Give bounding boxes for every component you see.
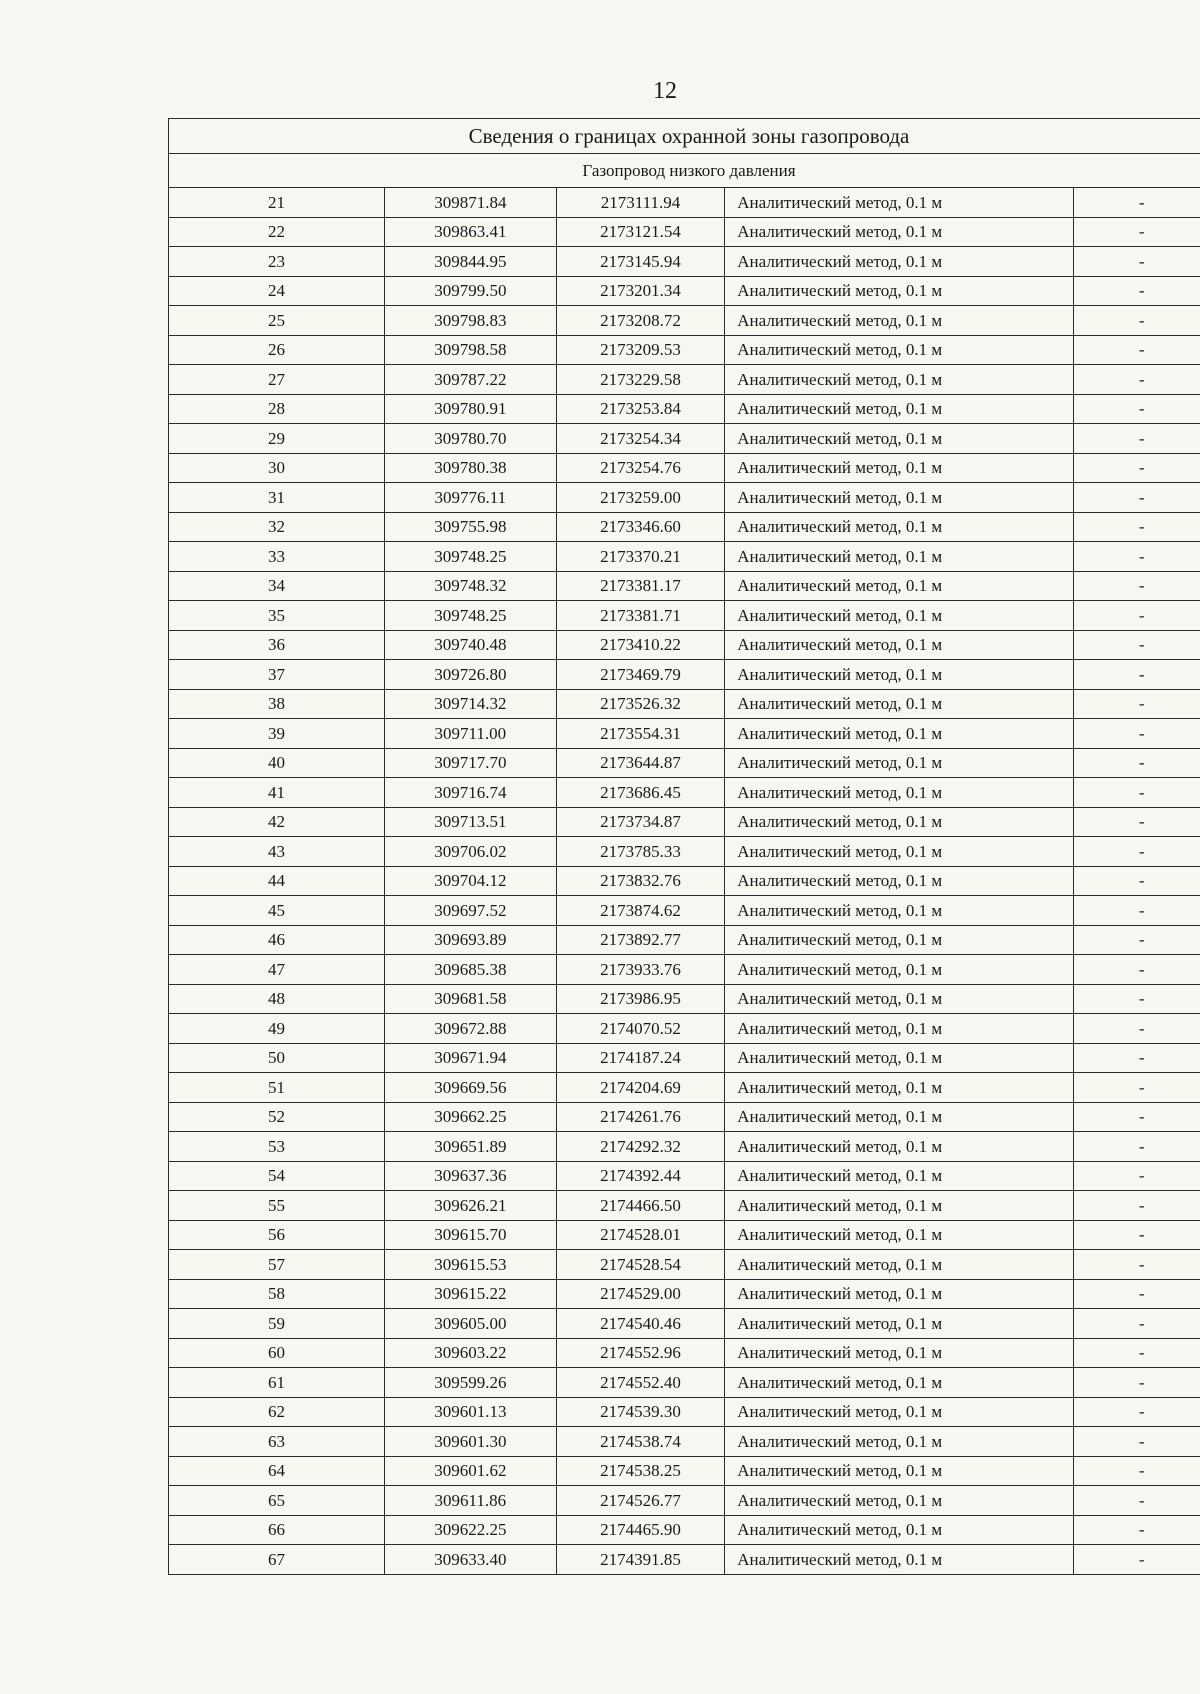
table-row — [169, 866, 1200, 896]
point-number-cell: 32 — [169, 512, 385, 542]
x-coordinate-cell: 309633.40 — [384, 1545, 556, 1575]
table-row — [169, 1043, 1200, 1073]
method-cell: Аналитический метод, 0.1 м — [725, 1279, 1074, 1309]
point-number-cell: 38 — [169, 689, 385, 719]
note-cell: - — [1074, 837, 1200, 867]
table-row — [169, 1014, 1200, 1044]
y-coordinate-cell: 2174528.54 — [556, 1250, 725, 1280]
point-number-cell: 26 — [169, 335, 385, 365]
point-number-cell: 50 — [169, 1043, 385, 1073]
table-row — [169, 365, 1200, 395]
x-coordinate-cell: 309605.00 — [384, 1309, 556, 1339]
point-number-cell: 67 — [169, 1545, 385, 1575]
table-row — [169, 807, 1200, 837]
boundary-coordinates-table — [168, 118, 1200, 1575]
note-cell: - — [1074, 1191, 1200, 1221]
x-coordinate-cell: 309685.38 — [384, 955, 556, 985]
table-row — [169, 1338, 1200, 1368]
x-coordinate-cell: 309672.88 — [384, 1014, 556, 1044]
y-coordinate-cell: 2174539.30 — [556, 1397, 725, 1427]
x-coordinate-cell: 309651.89 — [384, 1132, 556, 1162]
table-row — [169, 748, 1200, 778]
note-cell: - — [1074, 866, 1200, 896]
table-row — [169, 276, 1200, 306]
table-row — [169, 306, 1200, 336]
method-cell: Аналитический метод, 0.1 м — [725, 925, 1074, 955]
point-number-cell: 29 — [169, 424, 385, 454]
point-number-cell: 56 — [169, 1220, 385, 1250]
point-number-cell: 44 — [169, 866, 385, 896]
table-row — [169, 1486, 1200, 1516]
point-number-cell: 64 — [169, 1456, 385, 1486]
x-coordinate-cell: 309798.83 — [384, 306, 556, 336]
method-cell: Аналитический метод, 0.1 м — [725, 571, 1074, 601]
method-cell: Аналитический метод, 0.1 м — [725, 276, 1074, 306]
y-coordinate-cell: 2174466.50 — [556, 1191, 725, 1221]
y-coordinate-cell: 2174465.90 — [556, 1515, 725, 1545]
method-cell: Аналитический метод, 0.1 м — [725, 1102, 1074, 1132]
y-coordinate-cell: 2174528.01 — [556, 1220, 725, 1250]
x-coordinate-cell: 309637.36 — [384, 1161, 556, 1191]
y-coordinate-cell: 2173644.87 — [556, 748, 725, 778]
point-number-cell: 46 — [169, 925, 385, 955]
method-cell: Аналитический метод, 0.1 м — [725, 866, 1074, 896]
x-coordinate-cell: 309601.13 — [384, 1397, 556, 1427]
y-coordinate-cell: 2173892.77 — [556, 925, 725, 955]
table-row — [169, 955, 1200, 985]
table-row — [169, 1397, 1200, 1427]
y-coordinate-cell: 2174204.69 — [556, 1073, 725, 1103]
x-coordinate-cell: 309714.32 — [384, 689, 556, 719]
x-coordinate-cell: 309844.95 — [384, 247, 556, 277]
note-cell: - — [1074, 1073, 1200, 1103]
y-coordinate-cell: 2173201.34 — [556, 276, 725, 306]
method-cell: Аналитический метод, 0.1 м — [725, 512, 1074, 542]
table-row — [169, 512, 1200, 542]
point-number-cell: 51 — [169, 1073, 385, 1103]
point-number-cell: 53 — [169, 1132, 385, 1162]
point-number-cell: 41 — [169, 778, 385, 808]
x-coordinate-cell: 309662.25 — [384, 1102, 556, 1132]
point-number-cell: 60 — [169, 1338, 385, 1368]
note-cell: - — [1074, 483, 1200, 513]
method-cell: Аналитический метод, 0.1 м — [725, 483, 1074, 513]
y-coordinate-cell: 2174552.96 — [556, 1338, 725, 1368]
method-cell: Аналитический метод, 0.1 м — [725, 453, 1074, 483]
table-row — [169, 217, 1200, 247]
y-coordinate-cell: 2173785.33 — [556, 837, 725, 867]
x-coordinate-cell: 309717.70 — [384, 748, 556, 778]
point-number-cell: 24 — [169, 276, 385, 306]
table-row — [169, 247, 1200, 277]
x-coordinate-cell: 309671.94 — [384, 1043, 556, 1073]
note-cell: - — [1074, 1427, 1200, 1457]
table-row — [169, 1456, 1200, 1486]
method-cell: Аналитический метод, 0.1 м — [725, 1043, 1074, 1073]
table-row — [169, 601, 1200, 631]
method-cell: Аналитический метод, 0.1 м — [725, 1427, 1074, 1457]
note-cell: - — [1074, 1132, 1200, 1162]
x-coordinate-cell: 309601.62 — [384, 1456, 556, 1486]
method-cell: Аналитический метод, 0.1 м — [725, 630, 1074, 660]
method-cell: Аналитический метод, 0.1 м — [725, 1014, 1074, 1044]
note-cell: - — [1074, 896, 1200, 926]
note-cell: - — [1074, 365, 1200, 395]
point-number-cell: 59 — [169, 1309, 385, 1339]
x-coordinate-cell: 309713.51 — [384, 807, 556, 837]
method-cell: Аналитический метод, 0.1 м — [725, 1132, 1074, 1162]
note-cell: - — [1074, 188, 1200, 218]
method-cell: Аналитический метод, 0.1 м — [725, 660, 1074, 690]
x-coordinate-cell: 309599.26 — [384, 1368, 556, 1398]
point-number-cell: 30 — [169, 453, 385, 483]
method-cell: Аналитический метод, 0.1 м — [725, 778, 1074, 808]
note-cell: - — [1074, 660, 1200, 690]
point-number-cell: 52 — [169, 1102, 385, 1132]
method-cell: Аналитический метод, 0.1 м — [725, 896, 1074, 926]
x-coordinate-cell: 309748.25 — [384, 601, 556, 631]
x-coordinate-cell: 309740.48 — [384, 630, 556, 660]
point-number-cell: 34 — [169, 571, 385, 601]
table-row — [169, 1220, 1200, 1250]
method-cell: Аналитический метод, 0.1 м — [725, 1338, 1074, 1368]
table-row — [169, 778, 1200, 808]
note-cell: - — [1074, 394, 1200, 424]
point-number-cell: 28 — [169, 394, 385, 424]
x-coordinate-cell: 309681.58 — [384, 984, 556, 1014]
page-number: 12 — [653, 78, 677, 104]
point-number-cell: 57 — [169, 1250, 385, 1280]
point-number-cell: 63 — [169, 1427, 385, 1457]
point-number-cell: 21 — [169, 188, 385, 218]
point-number-cell: 62 — [169, 1397, 385, 1427]
note-cell: - — [1074, 984, 1200, 1014]
y-coordinate-cell: 2174292.32 — [556, 1132, 725, 1162]
note-cell: - — [1074, 925, 1200, 955]
x-coordinate-cell: 309615.53 — [384, 1250, 556, 1280]
method-cell: Аналитический метод, 0.1 м — [725, 1309, 1074, 1339]
note-cell: - — [1074, 955, 1200, 985]
table-row — [169, 1102, 1200, 1132]
point-number-cell: 36 — [169, 630, 385, 660]
table-row — [169, 1191, 1200, 1221]
point-number-cell: 22 — [169, 217, 385, 247]
point-number-cell: 61 — [169, 1368, 385, 1398]
table-row — [169, 335, 1200, 365]
method-cell: Аналитический метод, 0.1 м — [725, 1456, 1074, 1486]
note-cell: - — [1074, 247, 1200, 277]
table-row — [169, 394, 1200, 424]
table-row — [169, 483, 1200, 513]
note-cell: - — [1074, 1397, 1200, 1427]
y-coordinate-cell: 2173254.34 — [556, 424, 725, 454]
method-cell: Аналитический метод, 0.1 м — [725, 394, 1074, 424]
method-cell: Аналитический метод, 0.1 м — [725, 719, 1074, 749]
table-row — [169, 984, 1200, 1014]
method-cell: Аналитический метод, 0.1 м — [725, 689, 1074, 719]
point-number-cell: 49 — [169, 1014, 385, 1044]
note-cell: - — [1074, 1102, 1200, 1132]
table-row — [169, 571, 1200, 601]
method-cell: Аналитический метод, 0.1 м — [725, 365, 1074, 395]
note-cell: - — [1074, 424, 1200, 454]
table-row — [169, 896, 1200, 926]
note-cell: - — [1074, 1515, 1200, 1545]
table-row — [169, 1250, 1200, 1280]
x-coordinate-cell: 309798.58 — [384, 335, 556, 365]
table-row — [169, 1427, 1200, 1457]
x-coordinate-cell: 309863.41 — [384, 217, 556, 247]
note-cell: - — [1074, 1250, 1200, 1280]
method-cell: Аналитический метод, 0.1 м — [725, 247, 1074, 277]
point-number-cell: 55 — [169, 1191, 385, 1221]
x-coordinate-cell: 309704.12 — [384, 866, 556, 896]
x-coordinate-cell: 309780.91 — [384, 394, 556, 424]
note-cell: - — [1074, 542, 1200, 572]
method-cell: Аналитический метод, 0.1 м — [725, 601, 1074, 631]
point-number-cell: 66 — [169, 1515, 385, 1545]
table-row — [169, 689, 1200, 719]
point-number-cell: 54 — [169, 1161, 385, 1191]
y-coordinate-cell: 2173410.22 — [556, 630, 725, 660]
note-cell: - — [1074, 630, 1200, 660]
y-coordinate-cell: 2173734.87 — [556, 807, 725, 837]
y-coordinate-cell: 2173933.76 — [556, 955, 725, 985]
x-coordinate-cell: 309615.22 — [384, 1279, 556, 1309]
x-coordinate-cell: 309787.22 — [384, 365, 556, 395]
note-cell: - — [1074, 276, 1200, 306]
y-coordinate-cell: 2174261.76 — [556, 1102, 725, 1132]
method-cell: Аналитический метод, 0.1 м — [725, 1250, 1074, 1280]
x-coordinate-cell: 309622.25 — [384, 1515, 556, 1545]
method-cell: Аналитический метод, 0.1 м — [725, 1161, 1074, 1191]
table-row — [169, 1161, 1200, 1191]
note-cell: - — [1074, 1161, 1200, 1191]
point-number-cell: 42 — [169, 807, 385, 837]
point-number-cell: 47 — [169, 955, 385, 985]
y-coordinate-cell: 2173121.54 — [556, 217, 725, 247]
method-cell: Аналитический метод, 0.1 м — [725, 837, 1074, 867]
point-number-cell: 45 — [169, 896, 385, 926]
x-coordinate-cell: 309601.30 — [384, 1427, 556, 1457]
method-cell: Аналитический метод, 0.1 м — [725, 984, 1074, 1014]
y-coordinate-cell: 2173111.94 — [556, 188, 725, 218]
y-coordinate-cell: 2174526.77 — [556, 1486, 725, 1516]
y-coordinate-cell: 2173209.53 — [556, 335, 725, 365]
table-row — [169, 542, 1200, 572]
point-number-cell: 27 — [169, 365, 385, 395]
y-coordinate-cell: 2173229.58 — [556, 365, 725, 395]
x-coordinate-cell: 309716.74 — [384, 778, 556, 808]
y-coordinate-cell: 2173259.00 — [556, 483, 725, 513]
table-row — [169, 719, 1200, 749]
note-cell: - — [1074, 1545, 1200, 1575]
y-coordinate-cell: 2173370.21 — [556, 542, 725, 572]
table-row — [169, 630, 1200, 660]
method-cell: Аналитический метод, 0.1 м — [725, 807, 1074, 837]
note-cell: - — [1074, 1486, 1200, 1516]
method-cell: Аналитический метод, 0.1 м — [725, 1545, 1074, 1575]
x-coordinate-cell: 309697.52 — [384, 896, 556, 926]
method-cell: Аналитический метод, 0.1 м — [725, 424, 1074, 454]
x-coordinate-cell: 309780.70 — [384, 424, 556, 454]
method-cell: Аналитический метод, 0.1 м — [725, 335, 1074, 365]
x-coordinate-cell: 309603.22 — [384, 1338, 556, 1368]
x-coordinate-cell: 309748.32 — [384, 571, 556, 601]
point-number-cell: 25 — [169, 306, 385, 336]
y-coordinate-cell: 2173469.79 — [556, 660, 725, 690]
point-number-cell: 33 — [169, 542, 385, 572]
y-coordinate-cell: 2173346.60 — [556, 512, 725, 542]
y-coordinate-cell: 2173986.95 — [556, 984, 725, 1014]
note-cell: - — [1074, 512, 1200, 542]
table-row — [169, 1515, 1200, 1545]
x-coordinate-cell: 309799.50 — [384, 276, 556, 306]
method-cell: Аналитический метод, 0.1 м — [725, 1073, 1074, 1103]
note-cell: - — [1074, 335, 1200, 365]
method-cell: Аналитический метод, 0.1 м — [725, 1368, 1074, 1398]
point-number-cell: 43 — [169, 837, 385, 867]
method-cell: Аналитический метод, 0.1 м — [725, 748, 1074, 778]
table-row — [169, 1309, 1200, 1339]
y-coordinate-cell: 2174187.24 — [556, 1043, 725, 1073]
method-cell: Аналитический метод, 0.1 м — [725, 306, 1074, 336]
note-cell: - — [1074, 1014, 1200, 1044]
y-coordinate-cell: 2173208.72 — [556, 306, 725, 336]
note-cell: - — [1074, 1220, 1200, 1250]
point-number-cell: 39 — [169, 719, 385, 749]
y-coordinate-cell: 2174391.85 — [556, 1545, 725, 1575]
table-row — [169, 1073, 1200, 1103]
table-row — [169, 188, 1200, 218]
point-number-cell: 23 — [169, 247, 385, 277]
y-coordinate-cell: 2174540.46 — [556, 1309, 725, 1339]
point-number-cell: 35 — [169, 601, 385, 631]
note-cell: - — [1074, 1368, 1200, 1398]
y-coordinate-cell: 2173145.94 — [556, 247, 725, 277]
table-row — [169, 925, 1200, 955]
y-coordinate-cell: 2174538.74 — [556, 1427, 725, 1457]
y-coordinate-cell: 2174529.00 — [556, 1279, 725, 1309]
y-coordinate-cell: 2173554.31 — [556, 719, 725, 749]
method-cell: Аналитический метод, 0.1 м — [725, 1515, 1074, 1545]
note-cell: - — [1074, 1338, 1200, 1368]
x-coordinate-cell: 309780.38 — [384, 453, 556, 483]
x-coordinate-cell: 309669.56 — [384, 1073, 556, 1103]
table-row — [169, 424, 1200, 454]
method-cell: Аналитический метод, 0.1 м — [725, 1397, 1074, 1427]
y-coordinate-cell: 2173832.76 — [556, 866, 725, 896]
note-cell: - — [1074, 306, 1200, 336]
point-number-cell: 31 — [169, 483, 385, 513]
point-number-cell: 37 — [169, 660, 385, 690]
table-row — [169, 1368, 1200, 1398]
point-number-cell: 65 — [169, 1486, 385, 1516]
y-coordinate-cell: 2173254.76 — [556, 453, 725, 483]
table-title: Сведения о границах охранной зоны газопровода — [169, 119, 1200, 154]
y-coordinate-cell: 2173381.17 — [556, 571, 725, 601]
y-coordinate-cell: 2173686.45 — [556, 778, 725, 808]
x-coordinate-cell: 309626.21 — [384, 1191, 556, 1221]
table-row — [169, 1545, 1200, 1575]
point-number-cell: 58 — [169, 1279, 385, 1309]
method-cell: Аналитический метод, 0.1 м — [725, 1220, 1074, 1250]
point-number-cell: 40 — [169, 748, 385, 778]
note-cell: - — [1074, 1309, 1200, 1339]
x-coordinate-cell: 309748.25 — [384, 542, 556, 572]
table-row — [169, 1279, 1200, 1309]
table-row — [169, 837, 1200, 867]
method-cell: Аналитический метод, 0.1 м — [725, 217, 1074, 247]
method-cell: Аналитический метод, 0.1 м — [725, 955, 1074, 985]
y-coordinate-cell: 2174070.52 — [556, 1014, 725, 1044]
x-coordinate-cell: 309776.11 — [384, 483, 556, 513]
method-cell: Аналитический метод, 0.1 м — [725, 542, 1074, 572]
x-coordinate-cell: 309611.86 — [384, 1486, 556, 1516]
y-coordinate-cell: 2173874.62 — [556, 896, 725, 926]
y-coordinate-cell: 2173253.84 — [556, 394, 725, 424]
note-cell: - — [1074, 778, 1200, 808]
table-row — [169, 1132, 1200, 1162]
x-coordinate-cell: 309706.02 — [384, 837, 556, 867]
x-coordinate-cell: 309726.80 — [384, 660, 556, 690]
note-cell: - — [1074, 1279, 1200, 1309]
table-row — [169, 660, 1200, 690]
y-coordinate-cell: 2173526.32 — [556, 689, 725, 719]
y-coordinate-cell: 2174552.40 — [556, 1368, 725, 1398]
method-cell: Аналитический метод, 0.1 м — [725, 1191, 1074, 1221]
note-cell: - — [1074, 1456, 1200, 1486]
y-coordinate-cell: 2174538.25 — [556, 1456, 725, 1486]
x-coordinate-cell: 309871.84 — [384, 188, 556, 218]
x-coordinate-cell: 309755.98 — [384, 512, 556, 542]
x-coordinate-cell: 309615.70 — [384, 1220, 556, 1250]
y-coordinate-cell: 2173381.71 — [556, 601, 725, 631]
note-cell: - — [1074, 807, 1200, 837]
note-cell: - — [1074, 601, 1200, 631]
table-body — [169, 188, 1200, 1575]
x-coordinate-cell: 309693.89 — [384, 925, 556, 955]
note-cell: - — [1074, 689, 1200, 719]
method-cell: Аналитический метод, 0.1 м — [725, 1486, 1074, 1516]
x-coordinate-cell: 309711.00 — [384, 719, 556, 749]
note-cell: - — [1074, 453, 1200, 483]
y-coordinate-cell: 2174392.44 — [556, 1161, 725, 1191]
note-cell: - — [1074, 1043, 1200, 1073]
table-row — [169, 453, 1200, 483]
point-number-cell: 48 — [169, 984, 385, 1014]
method-cell: Аналитический метод, 0.1 м — [725, 188, 1074, 218]
note-cell: - — [1074, 719, 1200, 749]
note-cell: - — [1074, 217, 1200, 247]
table-subtitle: Газопровод низкого давления — [169, 154, 1200, 188]
note-cell: - — [1074, 748, 1200, 778]
note-cell: - — [1074, 571, 1200, 601]
